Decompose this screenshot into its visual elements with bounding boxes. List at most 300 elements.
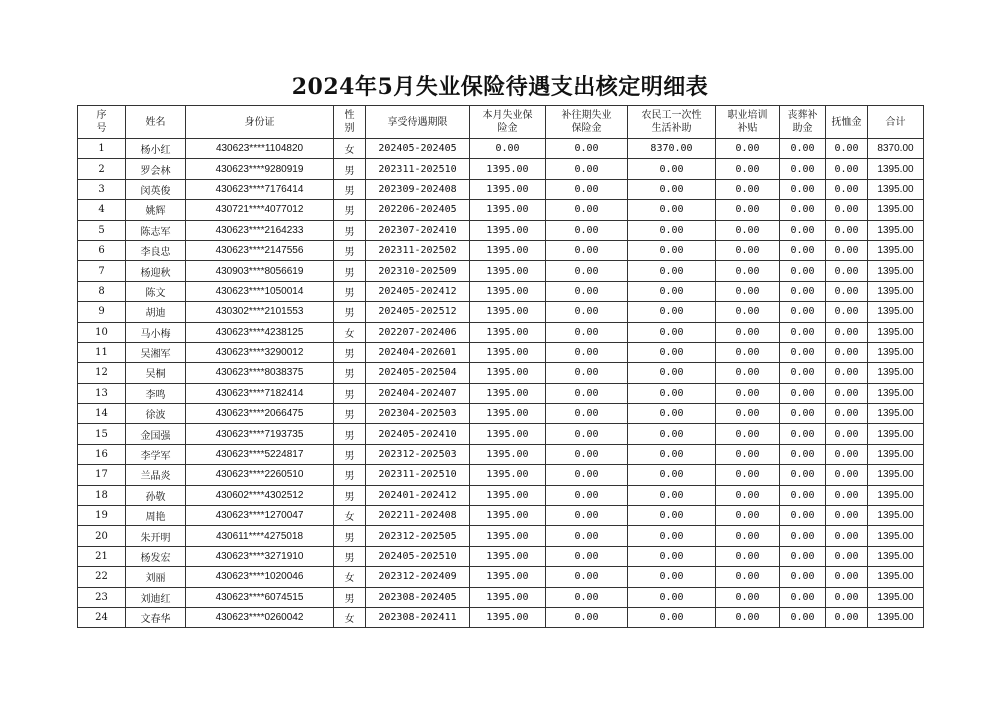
table-row <box>78 322 924 342</box>
table-row <box>78 607 924 627</box>
cell-period: 202401-202412 <box>366 485 470 505</box>
cell-total: 1395.00 <box>868 465 924 485</box>
cell-funeral: 0.00 <box>780 526 826 546</box>
cell-monthly: 1395.00 <box>470 587 546 607</box>
cell-gender: 女 <box>334 322 366 342</box>
cell-id: 430623****8038375 <box>186 363 334 383</box>
cell-training: 0.00 <box>716 261 780 281</box>
cell-back-pay: 0.00 <box>546 424 628 444</box>
cell-pension: 0.00 <box>826 302 868 322</box>
cell-id: 430623****7182414 <box>186 383 334 403</box>
cell-no: 6 <box>78 240 126 260</box>
cell-training: 0.00 <box>716 567 780 587</box>
cell-training: 0.00 <box>716 302 780 322</box>
cell-funeral: 0.00 <box>780 281 826 301</box>
cell-back-pay: 0.00 <box>546 363 628 383</box>
table-row <box>78 465 924 485</box>
cell-gender: 男 <box>334 404 366 424</box>
cell-period: 202310-202509 <box>366 261 470 281</box>
cell-no: 20 <box>78 526 126 546</box>
cell-funeral: 0.00 <box>780 587 826 607</box>
cell-funeral: 0.00 <box>780 322 826 342</box>
cell-id: 430623****0260042 <box>186 607 334 627</box>
cell-total: 1395.00 <box>868 383 924 403</box>
cell-id: 430623****9280919 <box>186 159 334 179</box>
cell-no: 2 <box>78 159 126 179</box>
cell-no: 14 <box>78 404 126 424</box>
cell-total: 1395.00 <box>868 159 924 179</box>
cell-migrant: 0.00 <box>628 240 716 260</box>
cell-total: 1395.00 <box>868 567 924 587</box>
cell-training: 0.00 <box>716 179 780 199</box>
cell-no: 15 <box>78 424 126 444</box>
table-row <box>78 546 924 566</box>
cell-funeral: 0.00 <box>780 200 826 220</box>
cell-pension: 0.00 <box>826 179 868 199</box>
cell-gender: 男 <box>334 159 366 179</box>
cell-training: 0.00 <box>716 363 780 383</box>
header-name: 姓名 <box>126 106 186 139</box>
cell-monthly: 1395.00 <box>470 506 546 526</box>
cell-total: 1395.00 <box>868 506 924 526</box>
table-row <box>78 139 924 159</box>
header-monthly: 本月失业保险金 <box>470 106 546 139</box>
cell-id: 430623****2066475 <box>186 404 334 424</box>
cell-no: 11 <box>78 342 126 362</box>
table-row <box>78 220 924 240</box>
cell-training: 0.00 <box>716 607 780 627</box>
cell-migrant: 0.00 <box>628 506 716 526</box>
cell-period: 202405-202510 <box>366 546 470 566</box>
cell-monthly: 1395.00 <box>470 261 546 281</box>
cell-migrant: 0.00 <box>628 322 716 342</box>
cell-migrant: 0.00 <box>628 159 716 179</box>
table-row <box>78 302 924 322</box>
header-gender: 性别 <box>334 106 366 139</box>
cell-no: 10 <box>78 322 126 342</box>
cell-name: 陈文 <box>126 281 186 301</box>
cell-pension: 0.00 <box>826 281 868 301</box>
cell-gender: 男 <box>334 200 366 220</box>
cell-name: 朱开明 <box>126 526 186 546</box>
cell-no: 12 <box>78 363 126 383</box>
cell-back-pay: 0.00 <box>546 587 628 607</box>
table-row <box>78 200 924 220</box>
cell-funeral: 0.00 <box>780 567 826 587</box>
cell-back-pay: 0.00 <box>546 567 628 587</box>
header-back-pay: 补往期失业保险金 <box>546 106 628 139</box>
header-id: 身份证 <box>186 106 334 139</box>
cell-gender: 男 <box>334 424 366 444</box>
cell-migrant: 0.00 <box>628 465 716 485</box>
cell-id: 430623****2260510 <box>186 465 334 485</box>
cell-name: 马小梅 <box>126 322 186 342</box>
cell-training: 0.00 <box>716 322 780 342</box>
cell-monthly: 1395.00 <box>470 485 546 505</box>
cell-no: 24 <box>78 607 126 627</box>
cell-monthly: 1395.00 <box>470 200 546 220</box>
cell-name: 李鸣 <box>126 383 186 403</box>
cell-back-pay: 0.00 <box>546 159 628 179</box>
cell-funeral: 0.00 <box>780 607 826 627</box>
cell-pension: 0.00 <box>826 485 868 505</box>
cell-gender: 女 <box>334 506 366 526</box>
cell-no: 5 <box>78 220 126 240</box>
table-row <box>78 526 924 546</box>
cell-training: 0.00 <box>716 139 780 159</box>
cell-funeral: 0.00 <box>780 179 826 199</box>
cell-training: 0.00 <box>716 404 780 424</box>
cell-id: 430602****4302512 <box>186 485 334 505</box>
cell-no: 19 <box>78 506 126 526</box>
cell-name: 孙敬 <box>126 485 186 505</box>
cell-name: 兰晶炎 <box>126 465 186 485</box>
cell-migrant: 0.00 <box>628 424 716 444</box>
cell-back-pay: 0.00 <box>546 383 628 403</box>
cell-period: 202311-202510 <box>366 159 470 179</box>
cell-total: 1395.00 <box>868 179 924 199</box>
cell-name: 周艳 <box>126 506 186 526</box>
cell-training: 0.00 <box>716 485 780 505</box>
table-row <box>78 506 924 526</box>
table-row <box>78 587 924 607</box>
cell-no: 23 <box>78 587 126 607</box>
cell-id: 430623****1104820 <box>186 139 334 159</box>
cell-total: 1395.00 <box>868 322 924 342</box>
cell-funeral: 0.00 <box>780 465 826 485</box>
cell-monthly: 1395.00 <box>470 383 546 403</box>
table-row <box>78 363 924 383</box>
table-row <box>78 240 924 260</box>
cell-migrant: 0.00 <box>628 546 716 566</box>
table-row <box>78 404 924 424</box>
cell-migrant: 0.00 <box>628 485 716 505</box>
cell-monthly: 1395.00 <box>470 302 546 322</box>
cell-back-pay: 0.00 <box>546 322 628 342</box>
cell-migrant: 8370.00 <box>628 139 716 159</box>
cell-funeral: 0.00 <box>780 383 826 403</box>
table-row <box>78 424 924 444</box>
cell-migrant: 0.00 <box>628 607 716 627</box>
cell-pension: 0.00 <box>826 465 868 485</box>
table-row <box>78 485 924 505</box>
cell-id: 430623****4238125 <box>186 322 334 342</box>
cell-back-pay: 0.00 <box>546 506 628 526</box>
cell-migrant: 0.00 <box>628 342 716 362</box>
cell-training: 0.00 <box>716 281 780 301</box>
cell-name: 杨迎秋 <box>126 261 186 281</box>
cell-funeral: 0.00 <box>780 261 826 281</box>
cell-no: 13 <box>78 383 126 403</box>
cell-total: 1395.00 <box>868 526 924 546</box>
cell-name: 胡迪 <box>126 302 186 322</box>
cell-period: 202404-202407 <box>366 383 470 403</box>
cell-funeral: 0.00 <box>780 139 826 159</box>
cell-back-pay: 0.00 <box>546 302 628 322</box>
cell-back-pay: 0.00 <box>546 465 628 485</box>
cell-migrant: 0.00 <box>628 587 716 607</box>
cell-pension: 0.00 <box>826 159 868 179</box>
cell-gender: 女 <box>334 607 366 627</box>
cell-pension: 0.00 <box>826 363 868 383</box>
cell-total: 8370.00 <box>868 139 924 159</box>
cell-back-pay: 0.00 <box>546 526 628 546</box>
cell-pension: 0.00 <box>826 587 868 607</box>
cell-gender: 男 <box>334 383 366 403</box>
cell-back-pay: 0.00 <box>546 139 628 159</box>
cell-back-pay: 0.00 <box>546 546 628 566</box>
cell-no: 8 <box>78 281 126 301</box>
cell-period: 202312-202503 <box>366 444 470 464</box>
cell-total: 1395.00 <box>868 587 924 607</box>
cell-funeral: 0.00 <box>780 546 826 566</box>
cell-gender: 男 <box>334 587 366 607</box>
cell-total: 1395.00 <box>868 261 924 281</box>
cell-back-pay: 0.00 <box>546 485 628 505</box>
cell-monthly: 1395.00 <box>470 526 546 546</box>
cell-total: 1395.00 <box>868 363 924 383</box>
header-row <box>78 106 924 139</box>
page-title: 2024年5月失业保险待遇支出核定明细表 <box>291 74 709 100</box>
cell-period: 202206-202405 <box>366 200 470 220</box>
cell-pension: 0.00 <box>826 607 868 627</box>
cell-back-pay: 0.00 <box>546 342 628 362</box>
cell-monthly: 1395.00 <box>470 363 546 383</box>
cell-funeral: 0.00 <box>780 220 826 240</box>
cell-monthly: 1395.00 <box>470 607 546 627</box>
cell-period: 202304-202503 <box>366 404 470 424</box>
cell-monthly: 1395.00 <box>470 322 546 342</box>
cell-gender: 男 <box>334 240 366 260</box>
cell-funeral: 0.00 <box>780 404 826 424</box>
cell-training: 0.00 <box>716 424 780 444</box>
cell-id: 430623****7176414 <box>186 179 334 199</box>
cell-back-pay: 0.00 <box>546 220 628 240</box>
cell-funeral: 0.00 <box>780 363 826 383</box>
cell-total: 1395.00 <box>868 200 924 220</box>
cell-training: 0.00 <box>716 444 780 464</box>
cell-name: 杨发宏 <box>126 546 186 566</box>
cell-total: 1395.00 <box>868 607 924 627</box>
header-no: 序号 <box>78 106 126 139</box>
cell-training: 0.00 <box>716 342 780 362</box>
header-funeral: 丧葬补助金 <box>780 106 826 139</box>
cell-pension: 0.00 <box>826 200 868 220</box>
cell-monthly: 1395.00 <box>470 424 546 444</box>
cell-name: 罗会林 <box>126 159 186 179</box>
cell-total: 1395.00 <box>868 220 924 240</box>
cell-period: 202312-202505 <box>366 526 470 546</box>
cell-name: 姚辉 <box>126 200 186 220</box>
cell-name: 李学军 <box>126 444 186 464</box>
cell-period: 202405-202512 <box>366 302 470 322</box>
cell-period: 202207-202406 <box>366 322 470 342</box>
cell-training: 0.00 <box>716 465 780 485</box>
cell-back-pay: 0.00 <box>546 281 628 301</box>
cell-monthly: 1395.00 <box>470 281 546 301</box>
cell-migrant: 0.00 <box>628 444 716 464</box>
cell-name: 吴湘军 <box>126 342 186 362</box>
cell-migrant: 0.00 <box>628 220 716 240</box>
cell-pension: 0.00 <box>826 139 868 159</box>
cell-no: 9 <box>78 302 126 322</box>
cell-total: 1395.00 <box>868 281 924 301</box>
cell-monthly: 1395.00 <box>470 404 546 424</box>
cell-funeral: 0.00 <box>780 485 826 505</box>
table-row <box>78 444 924 464</box>
cell-name: 吴桐 <box>126 363 186 383</box>
cell-gender: 男 <box>334 220 366 240</box>
cell-total: 1395.00 <box>868 342 924 362</box>
cell-monthly: 1395.00 <box>470 159 546 179</box>
cell-id: 430721****4077012 <box>186 200 334 220</box>
cell-id: 430302****2101553 <box>186 302 334 322</box>
cell-id: 430623****6074515 <box>186 587 334 607</box>
cell-period: 202405-202410 <box>366 424 470 444</box>
cell-total: 1395.00 <box>868 444 924 464</box>
cell-back-pay: 0.00 <box>546 179 628 199</box>
cell-back-pay: 0.00 <box>546 444 628 464</box>
cell-total: 1395.00 <box>868 302 924 322</box>
cell-gender: 男 <box>334 342 366 362</box>
cell-back-pay: 0.00 <box>546 240 628 260</box>
cell-no: 18 <box>78 485 126 505</box>
cell-migrant: 0.00 <box>628 179 716 199</box>
cell-migrant: 0.00 <box>628 363 716 383</box>
cell-gender: 男 <box>334 261 366 281</box>
cell-back-pay: 0.00 <box>546 404 628 424</box>
cell-gender: 男 <box>334 444 366 464</box>
cell-migrant: 0.00 <box>628 261 716 281</box>
cell-gender: 男 <box>334 302 366 322</box>
cell-monthly: 1395.00 <box>470 465 546 485</box>
cell-period: 202405-202405 <box>366 139 470 159</box>
cell-id: 430623****1050014 <box>186 281 334 301</box>
cell-total: 1395.00 <box>868 240 924 260</box>
cell-id: 430623****1020046 <box>186 567 334 587</box>
cell-period: 202311-202510 <box>366 465 470 485</box>
cell-name: 金国强 <box>126 424 186 444</box>
cell-pension: 0.00 <box>826 546 868 566</box>
cell-pension: 0.00 <box>826 404 868 424</box>
cell-pension: 0.00 <box>826 526 868 546</box>
cell-training: 0.00 <box>716 383 780 403</box>
cell-migrant: 0.00 <box>628 383 716 403</box>
cell-no: 16 <box>78 444 126 464</box>
cell-gender: 女 <box>334 139 366 159</box>
header-migrant: 农民工一次性生活补助 <box>628 106 716 139</box>
cell-monthly: 1395.00 <box>470 567 546 587</box>
cell-name: 刘迪红 <box>126 587 186 607</box>
cell-gender: 男 <box>334 465 366 485</box>
cell-period: 202211-202408 <box>366 506 470 526</box>
cell-id: 430623****2164233 <box>186 220 334 240</box>
table-row <box>78 179 924 199</box>
cell-name: 刘丽 <box>126 567 186 587</box>
cell-no: 1 <box>78 139 126 159</box>
cell-monthly: 1395.00 <box>470 546 546 566</box>
cell-no: 4 <box>78 200 126 220</box>
cell-training: 0.00 <box>716 159 780 179</box>
cell-gender: 男 <box>334 546 366 566</box>
cell-id: 430611****4275018 <box>186 526 334 546</box>
cell-id: 430623****1270047 <box>186 506 334 526</box>
cell-pension: 0.00 <box>826 567 868 587</box>
cell-migrant: 0.00 <box>628 404 716 424</box>
cell-migrant: 0.00 <box>628 302 716 322</box>
cell-id: 430903****8056619 <box>186 261 334 281</box>
cell-total: 1395.00 <box>868 485 924 505</box>
cell-period: 202312-202409 <box>366 567 470 587</box>
cell-id: 430623****5224817 <box>186 444 334 464</box>
cell-funeral: 0.00 <box>780 424 826 444</box>
cell-migrant: 0.00 <box>628 526 716 546</box>
cell-period: 202308-202411 <box>366 607 470 627</box>
cell-funeral: 0.00 <box>780 342 826 362</box>
cell-no: 21 <box>78 546 126 566</box>
cell-funeral: 0.00 <box>780 240 826 260</box>
cell-back-pay: 0.00 <box>546 200 628 220</box>
cell-total: 1395.00 <box>868 424 924 444</box>
cell-training: 0.00 <box>716 200 780 220</box>
cell-training: 0.00 <box>716 220 780 240</box>
cell-pension: 0.00 <box>826 383 868 403</box>
header-total: 合计 <box>868 106 924 139</box>
cell-gender: 男 <box>334 485 366 505</box>
cell-period: 202309-202408 <box>366 179 470 199</box>
table-row <box>78 281 924 301</box>
cell-training: 0.00 <box>716 506 780 526</box>
cell-migrant: 0.00 <box>628 281 716 301</box>
table-row <box>78 159 924 179</box>
cell-id: 430623****7193735 <box>186 424 334 444</box>
cell-gender: 女 <box>334 567 366 587</box>
cell-migrant: 0.00 <box>628 567 716 587</box>
cell-pension: 0.00 <box>826 322 868 342</box>
cell-migrant: 0.00 <box>628 200 716 220</box>
cell-monthly: 1395.00 <box>470 444 546 464</box>
cell-period: 202405-202412 <box>366 281 470 301</box>
cell-no: 3 <box>78 179 126 199</box>
table-row <box>78 342 924 362</box>
header-pension: 抚恤金 <box>826 106 868 139</box>
cell-monthly: 1395.00 <box>470 342 546 362</box>
cell-name: 李良忠 <box>126 240 186 260</box>
cell-no: 7 <box>78 261 126 281</box>
cell-no: 22 <box>78 567 126 587</box>
cell-gender: 男 <box>334 363 366 383</box>
cell-name: 文春华 <box>126 607 186 627</box>
cell-period: 202311-202502 <box>366 240 470 260</box>
cell-no: 17 <box>78 465 126 485</box>
cell-funeral: 0.00 <box>780 159 826 179</box>
table-row <box>78 261 924 281</box>
cell-name: 徐波 <box>126 404 186 424</box>
header-training: 职业培训补贴 <box>716 106 780 139</box>
cell-training: 0.00 <box>716 546 780 566</box>
cell-training: 0.00 <box>716 587 780 607</box>
cell-id: 430623****3271910 <box>186 546 334 566</box>
benefit-table <box>77 105 924 628</box>
cell-id: 430623****3290012 <box>186 342 334 362</box>
cell-funeral: 0.00 <box>780 506 826 526</box>
cell-pension: 0.00 <box>826 261 868 281</box>
cell-pension: 0.00 <box>826 424 868 444</box>
cell-pension: 0.00 <box>826 240 868 260</box>
table-row <box>78 567 924 587</box>
cell-name: 陈志军 <box>126 220 186 240</box>
cell-funeral: 0.00 <box>780 444 826 464</box>
